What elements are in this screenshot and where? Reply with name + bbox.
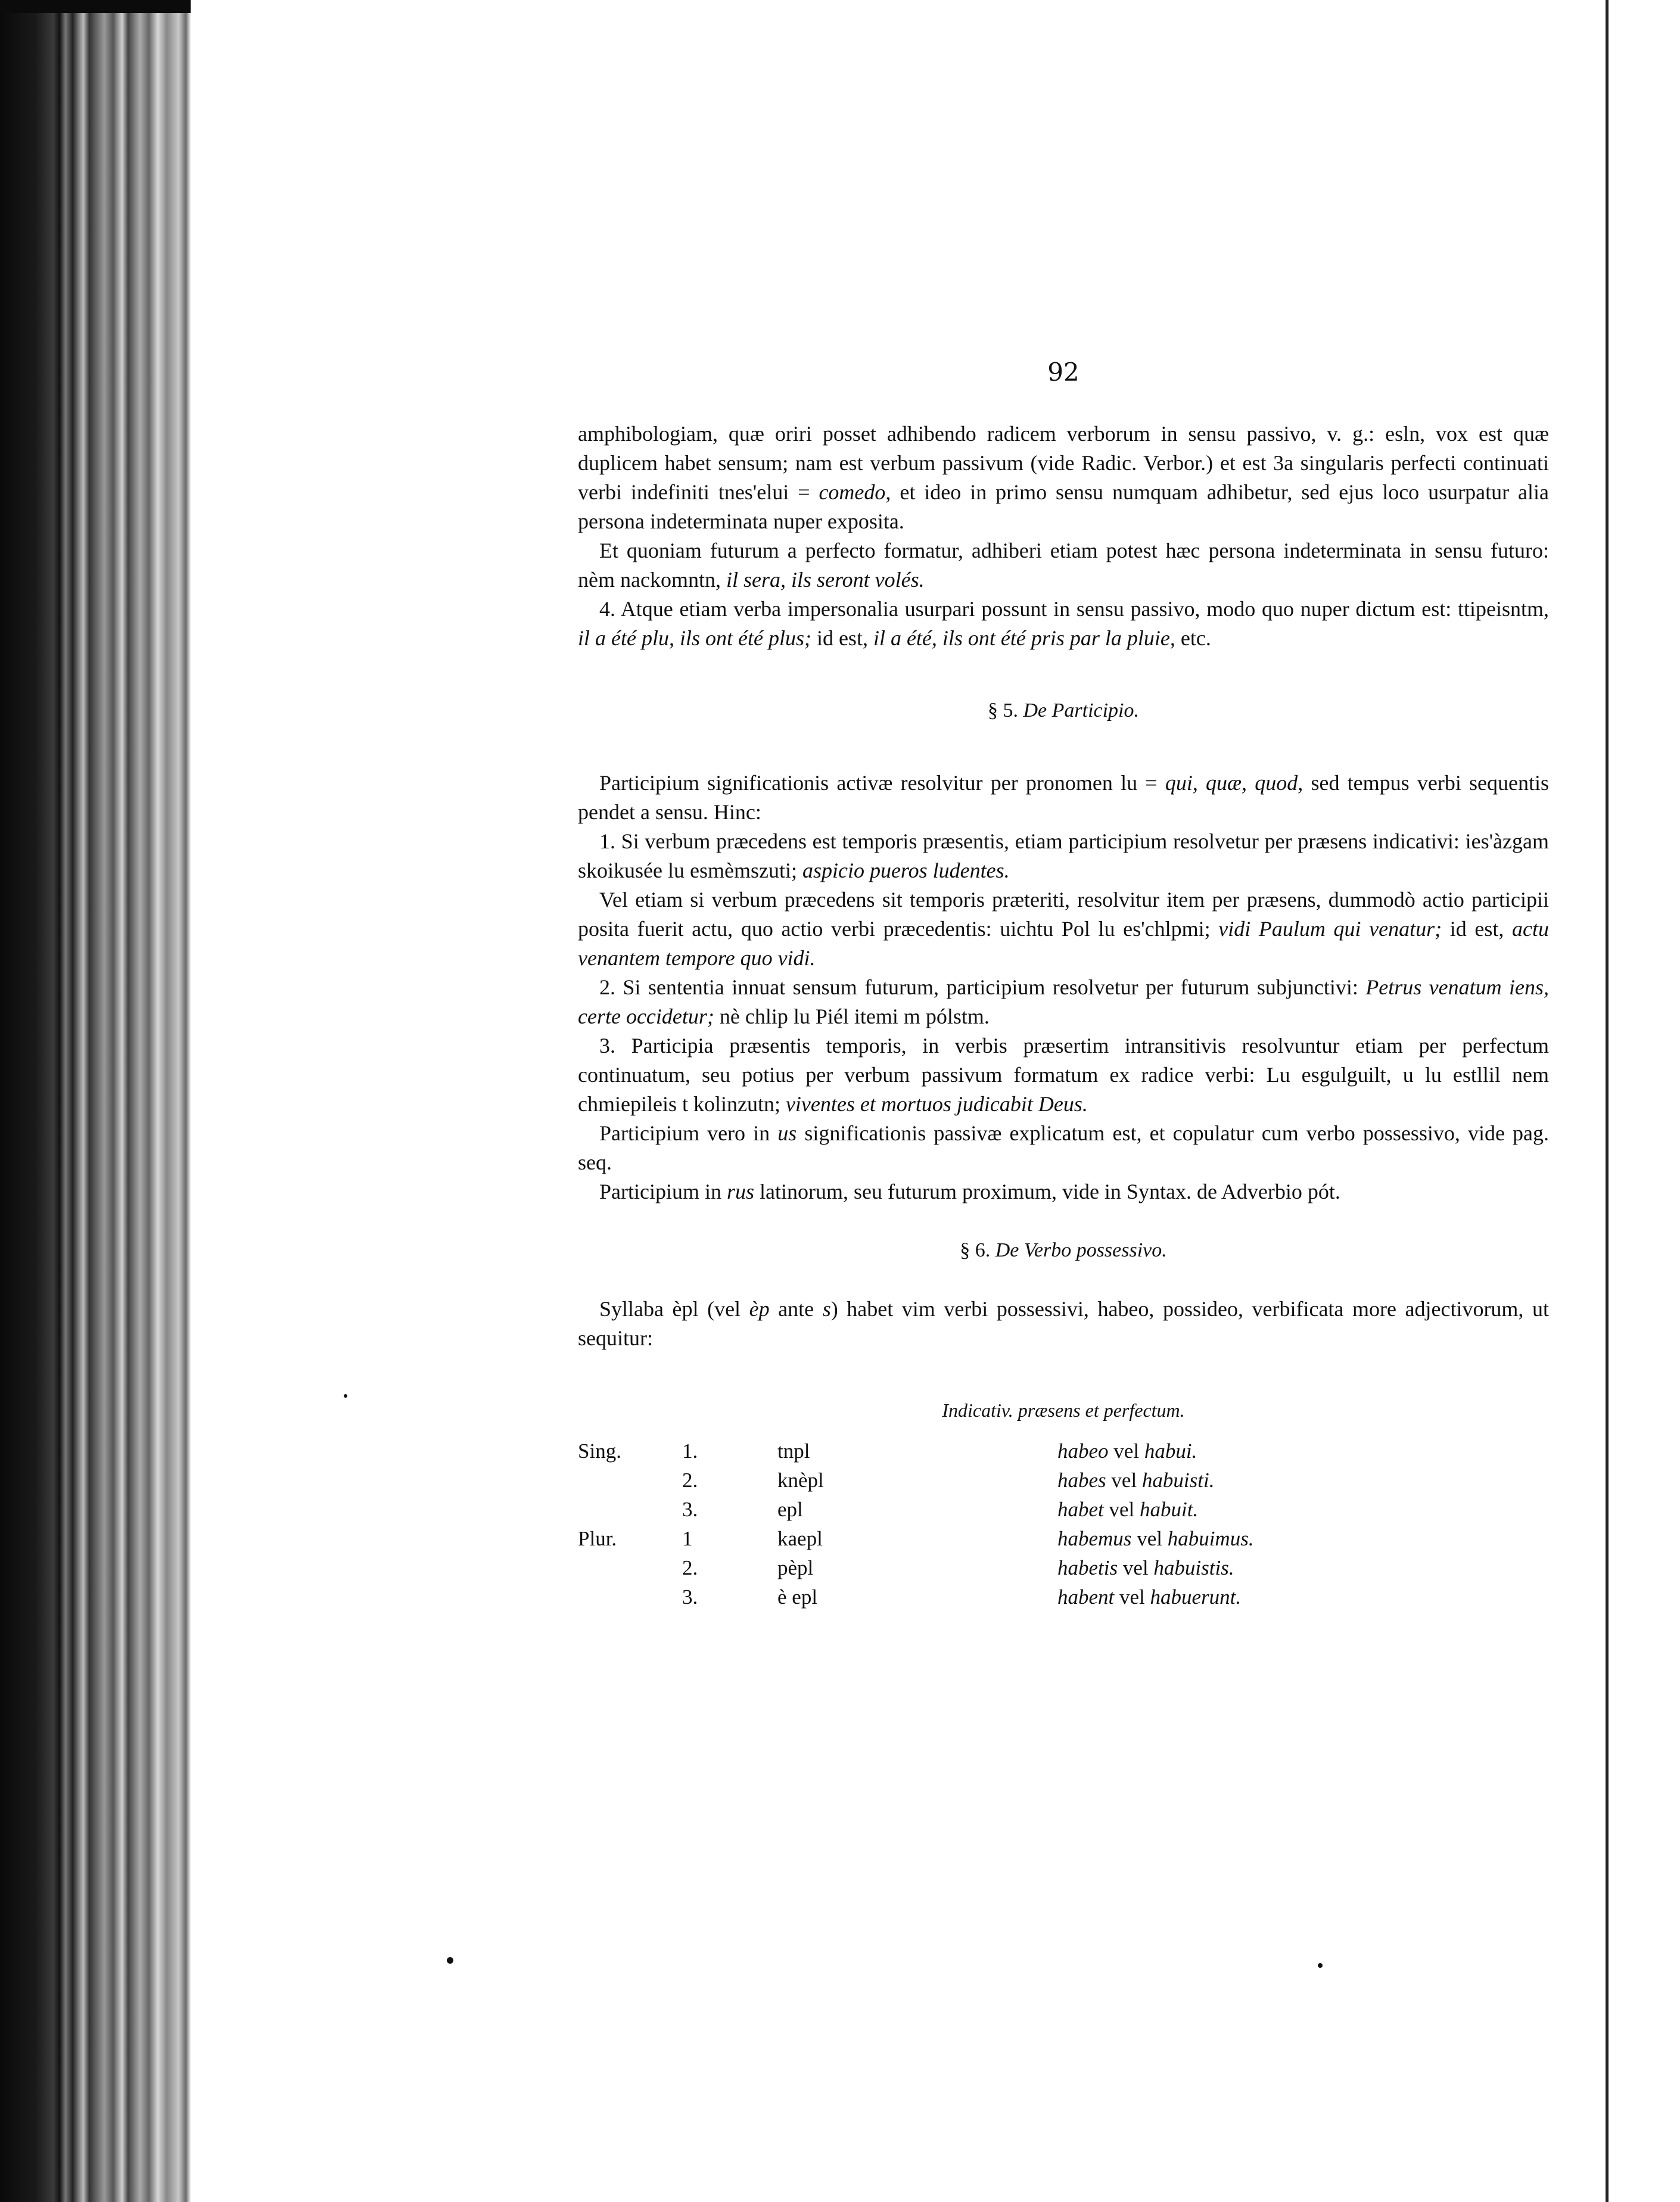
text-run: latinorum, seu futurum proximum, vide in Syntax. de Adverbio pót. <box>754 1180 1340 1203</box>
italic-text: s <box>822 1297 831 1321</box>
page-number: 92 <box>1047 357 1079 387</box>
italic-text: èp <box>749 1297 770 1321</box>
italic-text: Petrus venatum iens, certe occidetur; <box>578 975 1549 1028</box>
number-label <box>578 1498 682 1527</box>
number-label <box>578 1469 682 1498</box>
italic-text: habes <box>1057 1469 1106 1492</box>
book-spine-edge <box>0 0 191 2202</box>
verb-form: pèpl <box>777 1556 814 1579</box>
table-row <box>578 1498 1355 1527</box>
paragraph <box>578 536 1549 595</box>
paragraph <box>578 769 1549 827</box>
verbo-possessivo-paragraphs <box>578 1295 1549 1353</box>
italic-text: habuimus. <box>1167 1527 1254 1550</box>
verb-form: è epl <box>777 1585 818 1609</box>
paragraph <box>578 1031 1549 1119</box>
paragraph <box>578 419 1549 536</box>
text-run: vel <box>1114 1585 1150 1609</box>
italic-text: habetis <box>1057 1556 1118 1579</box>
italic-text: habui. <box>1144 1439 1197 1463</box>
latin-translation <box>1057 1439 1355 1469</box>
text-run: id est, <box>811 626 873 650</box>
italic-text: habuit. <box>1140 1498 1199 1521</box>
text-run: Participium significationis activæ resolvitur per pronomen lu = <box>599 771 1165 795</box>
person-label: 1 <box>682 1527 693 1550</box>
latin-translation <box>1057 1498 1355 1527</box>
latin-translation <box>1057 1556 1355 1585</box>
italic-text: il a été plu, ils ont été plus; <box>578 626 811 650</box>
text-run: significationis passivæ explicatum est, et copulatur cum verbo possessivo, vide pag. seq. <box>578 1121 1549 1174</box>
text-run: vel <box>1118 1556 1154 1579</box>
italic-text: habuistis. <box>1153 1556 1234 1579</box>
number-label <box>578 1556 682 1585</box>
paragraph <box>578 595 1549 653</box>
book-page <box>191 0 1606 2202</box>
paragraph <box>578 885 1549 973</box>
paragraph <box>578 827 1549 885</box>
text-run: id est, <box>1442 917 1513 941</box>
table-row <box>578 1469 1355 1498</box>
section-heading-verbo-possessivo <box>578 1239 1549 1262</box>
italic-text: qui, quæ, quod, <box>1165 771 1303 795</box>
number-label <box>578 1585 682 1615</box>
italic-text: comedo, <box>819 480 891 504</box>
italic-text: us <box>777 1121 797 1145</box>
text-run: Syllaba èpl (vel <box>599 1297 749 1321</box>
number-label: Sing. <box>578 1439 621 1463</box>
text-run: 3. Participia præsentis temporis, in verbis præsertim intransitivis resolvuntur etiam per perfectum continuatum, seu potius per verbum passivum formatum ex radice verbi: Lu esgulguilt, u lu estllil nem chmiepileis t kolinzutn; <box>578 1034 1549 1116</box>
text-run: nè chlip lu Piél itemi m pólstm. <box>714 1004 990 1028</box>
paragraph <box>578 1177 1549 1206</box>
italic-text: habeo <box>1057 1439 1109 1463</box>
italic-text: habent <box>1057 1585 1115 1609</box>
text-run: vel <box>1106 1469 1142 1492</box>
text-run: Et quoniam futurum a perfecto formatur, adhiberi etiam potest hæc persona indeterminata in sensu futuro: nèm nackomntn, <box>578 539 1549 592</box>
table-row <box>578 1556 1355 1585</box>
text-run: etc. <box>1175 626 1211 650</box>
table-row <box>578 1585 1355 1615</box>
intro-paragraphs <box>578 419 1549 653</box>
italic-text: viventes et mortuos judicabit Deus. <box>785 1092 1088 1116</box>
text-run: et ideo in primo sensu numquam adhibetur, sed ejus loco usurpatur alia persona indeterminata nuper exposita. <box>578 480 1549 533</box>
text-run: vel <box>1108 1439 1144 1463</box>
table-title: Indicativ. præsens et perfectum. <box>942 1399 1185 1421</box>
participio-paragraphs <box>578 769 1549 1206</box>
paragraph <box>578 1119 1549 1177</box>
italic-text: il sera, ils seront volés. <box>726 568 925 592</box>
scan-speck <box>344 1394 347 1398</box>
verb-form: knèpl <box>777 1469 824 1492</box>
italic-text: aspicio pueros ludentes. <box>802 859 1010 882</box>
latin-translation <box>1057 1527 1355 1556</box>
person-label: 3. <box>682 1498 698 1521</box>
text-run: Participium in <box>599 1180 727 1203</box>
italic-text: habuerunt. <box>1150 1585 1242 1609</box>
number-label: Plur. <box>578 1527 617 1550</box>
conjugation-table <box>578 1439 1355 1615</box>
next-page-edge <box>1606 0 1680 2202</box>
italic-text: habet <box>1057 1498 1104 1521</box>
section-title: De Participio. <box>1023 699 1140 721</box>
person-label: 2. <box>682 1556 698 1579</box>
person-label: 2. <box>682 1469 698 1492</box>
text-run: vel <box>1103 1498 1140 1521</box>
paragraph <box>578 1295 1549 1353</box>
italic-text: rus <box>726 1180 755 1203</box>
text-run: vel <box>1131 1527 1168 1550</box>
text-run: 1. Si verbum præcedens est temporis præsentis, etiam participium resolvetur per præsens indicativi: ies'àzgam skoikusée lu esmèmszuti; <box>578 829 1549 882</box>
person-label: 1. <box>682 1439 698 1463</box>
latin-translation <box>1057 1469 1355 1498</box>
latin-translation <box>1057 1585 1355 1615</box>
scan-speck <box>447 1957 453 1964</box>
scan-top-strip <box>0 0 191 13</box>
section-heading-participio <box>578 699 1549 722</box>
verb-form: tnpl <box>777 1439 810 1463</box>
text-run: Participium vero in <box>599 1121 778 1145</box>
text-run: sed tempus verbi sequentis pendet a sensu. Hinc: <box>578 771 1550 824</box>
text-run: amphibologiam, quæ oriri posset adhibendo radicem verborum in sensu passivo, v. g.: esln, vox est quæ duplicem habet sensum; nam est verbum passivum (vide Radic. Verbor.) et est 3a singularis perfecti continuati verbi indefiniti tnes'elui = <box>578 422 1549 504</box>
text-run: 2. Si sententia innuat sensum futurum, participium resolvetur per futurum subjunctivi: <box>599 975 1366 999</box>
text-run: Vel etiam si verbum præcedens sit temporis præteriti, resolvitur item per præsens, dummodò actio participii posita fuerit actu, quo actio verbi præcedentis: uichtu Pol lu es'chlpmi; <box>578 888 1549 941</box>
italic-text: habuisti. <box>1141 1469 1215 1492</box>
verb-form: epl <box>777 1498 803 1521</box>
paragraph <box>578 973 1549 1031</box>
section-title: De Verbo possessivo. <box>995 1239 1167 1261</box>
table-row <box>578 1527 1355 1556</box>
person-label: 3. <box>682 1585 698 1609</box>
italic-text: vidi Paulum qui venatur; <box>1218 917 1442 941</box>
text-run: ) habet vim verbi possessivi, habeo, possideo, verbificata more adjectivorum, ut sequitur: <box>578 1297 1549 1350</box>
page-content <box>578 357 1549 1615</box>
table-row <box>578 1439 1355 1469</box>
section-label: § 5. <box>987 699 1018 721</box>
text-run: ante <box>769 1297 823 1321</box>
text-run: 4. Atque etiam verba impersonalia usurpari possunt in sensu passivo, modo quo nuper dictum est: ttipeisntm, <box>599 597 1549 621</box>
italic-text: actu venantem tempore quo vidi. <box>578 917 1549 970</box>
scan-speck <box>1318 1963 1323 1968</box>
italic-text: habemus <box>1057 1527 1132 1550</box>
verb-form: kaepl <box>777 1527 823 1550</box>
italic-text: il a été, ils ont été pris par la pluie, <box>873 626 1175 650</box>
section-label: § 6. <box>960 1239 991 1261</box>
